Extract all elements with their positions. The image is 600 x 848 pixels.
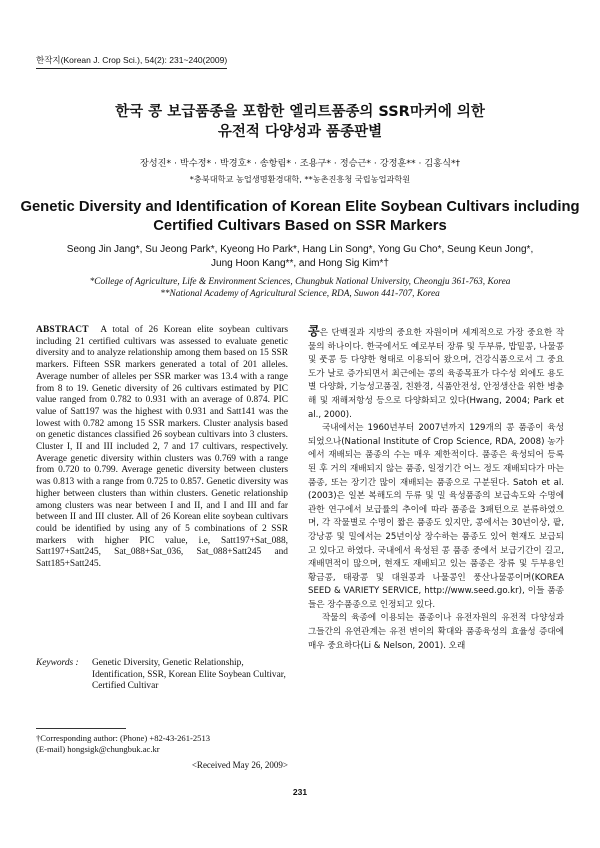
english-title-line1: Genetic Diversity and Identification of Korean Elite Soybean Cultivars including	[20, 199, 580, 215]
body-paragraph-2: 국내에서는 1960년부터 2007년까지 129개의 콩 품종이 육성되었으나(National Institute of Crop Science, RDA, 2008) 농가에서 재배되는 품종의 수는 매우 제한적이다. 품종은 육성되어 등록된 후 거의 재배되지 않는 품종, 일정기간 어느 정도 재배되다가 마는 품종, 또는 장기간 많이 재배되는 품종으로 구분된다. Satoh et al.(2003)은 일본 복해도의 두류 및 밀 육성품종의 보급속도와 수명에 관한 연구에서 보급률의 추이에 따라 품종을 3패턴으로 분류하였으며, 각 작물별로 수명이 짧은 품종도 있지만, 콩에서는 30년이상, 팥, 강낭콩 및 밀에서는 25년이상 장수하는 품종도 있어 현재도 보급되고 있다고 하였다. 국내에서 육성된 콩 품종 중에서 보급기간이 길고, 재배면적이 많으며, 현재도 재배되고 있는 품종은 장류 및 두부용인 황금콩, 태광콩 및 대원콩과 나물콩인 풍산나물콩이며(KOREA SEED & VARIETY SERVICE, http://www.seed.go.kr), 이들 품종들은 장수품종으로 인정되고 있다.	[308, 423, 564, 610]
body-dropcap: 콩	[308, 324, 320, 338]
abstract-text: A total of 26 Korean elite soybean cultivars including 21 certified cultivars was assessed to evaluate genetic diversity and to analyze relationship among them based on 15 SSR markers. Fifteen SSR markers generated a total of 201 alleles. Average number of alleles per SSR marker was 13.4 with a range from 8 to 19. Genetic diversity of 26 cultivars estimated by PIC value ranged from 0.782 to 0.931 with an average of 0.874. PIC value of Satt197 was the highest with 0.931 and Satt141 was the lowest with 0.782 among 15 SSR markers. Cluster analysis based on genetic distances classified 26 soybean cultivars into 3 clusters. Cluster I, II and III included 2, 7 and 17 cultivars, respectively. Average genetic diversity within clusters was 0.769 with a range from 0.720 to 0.799. Average genetic diversity between clusters was 0.813 with a range from 0.725 to 0.857. Genetic diversity was higher between clusters than within clusters. Genetic relationship among clusters was near between I and II, and I and III and far between II and III cluster. All of 26 Korean elite soybean cultivars could be identified by using any of 5 combinations of 2 SSR markers with higher PIC value, i.e, Satt197+Sat_088, Satt197+Satt245, Sat_088+Sat_036, Sat_088+Satt245 and Satt185+Satt245.	[36, 325, 289, 570]
abstract-label: ABSTRACT	[36, 325, 89, 335]
abstract	[36, 325, 288, 571]
korean-title-line1: 한국 콩 보급품종을 포함한 엘리트품종의 SSR마커에 의한	[115, 104, 485, 120]
keywords	[36, 658, 288, 693]
body-paragraph-3: 작물의 육종에 이용되는 품종이나 유전자원의 유전적 다양성과 그들간의 유연관계는 유전 변이의 확대와 품종육성의 효율성 증대에 매우 중요하다(Li & Nelson, 2001). 오래	[308, 613, 564, 651]
keywords-text: Genetic Diversity, Genetic Relationship, Identification, SSR, Korean Elite Soybean Cultivar, Certified Cultivar	[92, 658, 286, 692]
page-number: 231	[292, 787, 308, 797]
english-affiliation-line2: **National Academy of Agricultural Science, RDA, Suwon 441-707, Korea	[160, 289, 440, 299]
korean-title-line2: 유전적 다양성과 품종판별	[217, 124, 383, 140]
corresponding-author-footnote	[36, 733, 288, 755]
english-title-line2: Certified Cultivars Based on SSR Markers	[153, 218, 447, 234]
body-paragraph-1: 은 단백질과 지방의 중요한 자원이며 세계적으로 가장 중요한 작물의 하나이다. 한국에서도 예로부터 장류 및 두부류, 밥밑콩, 나물콩 및 풋콩 등 다양한 형태로 이용되어 왔으며, 건강식품으로서 그 중요도가 날로 증가되면서 최근에는 콩의 육종목표가 다수성 외에도 용도별 다양화, 기능성고품질, 친환경, 식품안전성, 안정생산을 위한 병충해 및 재해저항성 등으로 다양화되고 있다(Hwang, 2004; Park et al., 2000).	[308, 328, 564, 420]
keywords-label: Keywords :	[36, 658, 79, 668]
received-date: <Received May 26, 2009>	[191, 760, 288, 770]
english-affiliation-line1: *College of Agriculture, Life & Environment Sciences, Chungbuk National University, Cheongju 361-763, Korea	[89, 277, 511, 287]
footnote-phone: †Corresponding author: (Phone) +82-43-261-2513	[36, 733, 211, 743]
footnote-divider	[36, 728, 126, 729]
korean-authors: 장성진* · 박수정* · 박경호* · 송항림* · 조용구* · 정승근* · 강정훈** · 김홍식*†	[139, 158, 461, 169]
english-authors-line2: Jung Hoon Kang**, and Hong Sig Kim*†	[211, 258, 389, 269]
english-authors-line1: Seong Jin Jang*, Su Jeong Park*, Kyeong Ho Park*, Hang Lin Song*, Yong Gu Cho*, Seung Keun Jong*,	[66, 244, 534, 255]
journal-reference: 한작지(Korean J. Crop Sci.), 54(2): 231~240(2009)	[36, 54, 227, 69]
footnote-email: (E-mail) hongsigk@chungbuk.ac.kr	[36, 744, 160, 754]
korean-affiliation: *충북대학교 농업생명환경대학, **농촌진흥청 국립농업과학원	[189, 174, 411, 184]
body-text	[308, 325, 564, 653]
